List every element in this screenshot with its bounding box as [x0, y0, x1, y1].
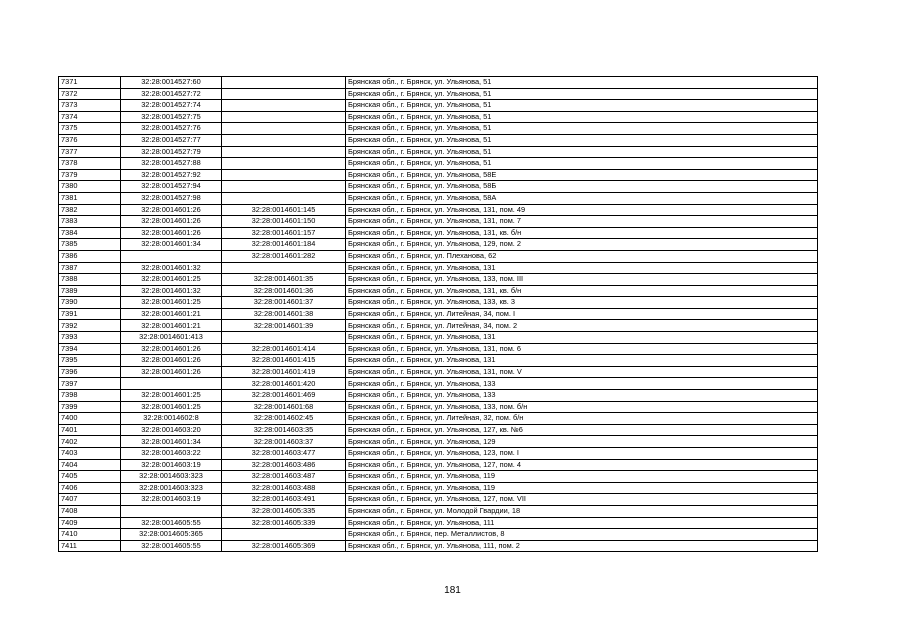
cadastral-block-cell: 32:28:0014601:34 [121, 436, 222, 448]
row-number-cell: 7407 [59, 494, 121, 506]
table-row [59, 332, 818, 344]
address-cell: Брянская обл., г. Брянск, ул. Ульянова, 131, пом. 49 [346, 204, 818, 216]
cadastral-block-cell: 32:28:0014603:20 [121, 424, 222, 436]
row-number-cell: 7371 [59, 77, 121, 89]
cadastral-block-cell: 32:28:0014601:26 [121, 366, 222, 378]
row-number-cell: 7395 [59, 355, 121, 367]
row-number-cell: 7392 [59, 320, 121, 332]
row-number-cell: 7396 [59, 366, 121, 378]
cadastral-block-cell: 32:28:0014601:26 [121, 204, 222, 216]
cadastral-number-cell: 32:28:0014601:469 [222, 390, 346, 402]
cadastral-block-cell: 32:28:0014527:72 [121, 88, 222, 100]
table-row [59, 250, 818, 262]
table-row [59, 134, 818, 146]
cadastral-block-cell: 32:28:0014603:323 [121, 482, 222, 494]
cadastral-block-cell: 32:28:0014605:365 [121, 529, 222, 541]
cadastral-number-cell: 32:28:0014601:419 [222, 366, 346, 378]
address-cell: Брянская обл., г. Брянск, пер. Металлистов, 8 [346, 529, 818, 541]
cadastral-number-cell: 32:28:0014601:282 [222, 250, 346, 262]
row-number-cell: 7375 [59, 123, 121, 135]
address-cell: Брянская обл., г. Брянск, ул. Ульянова, 131 [346, 355, 818, 367]
table-row [59, 540, 818, 552]
cadastral-block-cell: 32:28:0014527:79 [121, 146, 222, 158]
cadastral-number-cell [222, 169, 346, 181]
row-number-cell: 7409 [59, 517, 121, 529]
address-cell: Брянская обл., г. Брянск, ул. Ульянова, 131, пом. 7 [346, 216, 818, 228]
address-cell: Брянская обл., г. Брянск, ул. Ульянова, 127, кв. №6 [346, 424, 818, 436]
address-cell: Брянская обл., г. Брянск, ул. Ульянова, 131 [346, 332, 818, 344]
address-cell: Брянская обл., г. Брянск, ул. Ульянова, 51 [346, 158, 818, 170]
cadastral-number-cell [222, 146, 346, 158]
row-number-cell: 7390 [59, 297, 121, 309]
address-cell: Брянская обл., г. Брянск, ул. Ульянова, 133, пом. б/н [346, 401, 818, 413]
address-cell: Брянская обл., г. Брянск, ул. Ульянова, 51 [346, 146, 818, 158]
cadastral-block-cell: 32:28:0014527:77 [121, 134, 222, 146]
address-cell: Брянская обл., г. Брянск, ул. Ульянова, 119 [346, 482, 818, 494]
row-number-cell: 7389 [59, 285, 121, 297]
row-number-cell: 7382 [59, 204, 121, 216]
cadastral-number-cell: 32:28:0014601:35 [222, 274, 346, 286]
table-row [59, 297, 818, 309]
table-row [59, 146, 818, 158]
cadastral-number-cell: 32:28:0014601:38 [222, 308, 346, 320]
table-row [59, 413, 818, 425]
address-cell: Брянская обл., г. Брянск, ул. Ульянова, 51 [346, 134, 818, 146]
cadastral-block-cell: 32:28:0014527:98 [121, 192, 222, 204]
table-row [59, 529, 818, 541]
address-cell: Брянская обл., г. Брянск, ул. Ульянова, 58А [346, 192, 818, 204]
row-number-cell: 7384 [59, 227, 121, 239]
cadastral-block-cell: 32:28:0014605:55 [121, 540, 222, 552]
table-row [59, 320, 818, 332]
address-cell: Брянская обл., г. Брянск, ул. Ульянова, 58Б [346, 181, 818, 193]
row-number-cell: 7387 [59, 262, 121, 274]
cadastral-block-cell: 32:28:0014601:26 [121, 216, 222, 228]
address-cell: Брянская обл., г. Брянск, ул. Ульянова, 129, пом. 2 [346, 239, 818, 251]
row-number-cell: 7411 [59, 540, 121, 552]
cadastral-block-cell: 32:28:0014601:32 [121, 262, 222, 274]
cadastral-number-cell: 32:28:0014603:37 [222, 436, 346, 448]
cadastral-number-cell: 32:28:0014603:486 [222, 459, 346, 471]
row-number-cell: 7380 [59, 181, 121, 193]
row-number-cell: 7394 [59, 343, 121, 355]
row-number-cell: 7379 [59, 169, 121, 181]
table-row [59, 505, 818, 517]
address-cell: Брянская обл., г. Брянск, ул. Ульянова, 131, кв. б/н [346, 285, 818, 297]
cadastral-number-cell: 32:28:0014603:491 [222, 494, 346, 506]
address-cell: Брянская обл., г. Брянск, ул. Ульянова, 131, кв. б/н [346, 227, 818, 239]
cadastral-number-cell: 32:28:0014601:37 [222, 297, 346, 309]
cadastral-number-cell [222, 529, 346, 541]
cadastral-block-cell: 32:28:0014527:60 [121, 77, 222, 89]
cadastral-number-cell: 32:28:0014603:35 [222, 424, 346, 436]
cadastral-block-cell: 32:28:0014603:22 [121, 448, 222, 460]
row-number-cell: 7406 [59, 482, 121, 494]
row-number-cell: 7386 [59, 250, 121, 262]
table-row [59, 355, 818, 367]
row-number-cell: 7401 [59, 424, 121, 436]
cadastral-block-cell: 32:28:0014527:76 [121, 123, 222, 135]
row-number-cell: 7385 [59, 239, 121, 251]
table-row [59, 88, 818, 100]
cadastral-block-cell: 32:28:0014605:55 [121, 517, 222, 529]
row-number-cell: 7405 [59, 471, 121, 483]
cadastral-number-cell [222, 181, 346, 193]
cadastral-block-cell: 32:28:0014601:26 [121, 355, 222, 367]
row-number-cell: 7399 [59, 401, 121, 413]
cadastral-block-cell: 32:28:0014601:32 [121, 285, 222, 297]
table-row [59, 482, 818, 494]
cadastral-block-cell [121, 378, 222, 390]
cadastral-block-cell: 32:28:0014527:94 [121, 181, 222, 193]
address-cell: Брянская обл., г. Брянск, ул. Ульянова, 51 [346, 88, 818, 100]
address-cell: Брянская обл., г. Брянск, ул. Ульянова, 51 [346, 100, 818, 112]
row-number-cell: 7378 [59, 158, 121, 170]
cadastral-block-cell: 32:28:0014601:25 [121, 390, 222, 402]
table-row [59, 77, 818, 89]
cadastral-block-cell: 32:28:0014527:74 [121, 100, 222, 112]
cadastral-block-cell: 32:28:0014603:19 [121, 459, 222, 471]
cadastral-number-cell: 32:28:0014601:36 [222, 285, 346, 297]
cadastral-number-cell [222, 88, 346, 100]
cadastral-block-cell: 32:28:0014602:8 [121, 413, 222, 425]
cadastral-block-cell: 32:28:0014527:88 [121, 158, 222, 170]
table-row [59, 343, 818, 355]
address-cell: Брянская обл., г. Брянск, ул. Ульянова, 51 [346, 111, 818, 123]
cadastral-block-cell [121, 505, 222, 517]
cadastral-number-cell [222, 192, 346, 204]
table-row [59, 262, 818, 274]
row-number-cell: 7383 [59, 216, 121, 228]
address-cell: Брянская обл., г. Брянск, ул. Ульянова, 131, пом. V [346, 366, 818, 378]
address-cell: Брянская обл., г. Брянск, ул. Ульянова, 127, пом. 4 [346, 459, 818, 471]
address-cell: Брянская обл., г. Брянск, ул. Ульянова, 51 [346, 123, 818, 135]
cadastral-block-cell: 32:28:0014601:34 [121, 239, 222, 251]
row-number-cell: 7391 [59, 308, 121, 320]
cadastral-number-cell: 32:28:0014605:369 [222, 540, 346, 552]
cadastral-number-cell: 32:28:0014601:150 [222, 216, 346, 228]
table-row [59, 459, 818, 471]
table-row [59, 169, 818, 181]
row-number-cell: 7374 [59, 111, 121, 123]
address-cell: Брянская обл., г. Брянск, ул. Ульянова, 133 [346, 378, 818, 390]
cadastral-number-cell: 32:28:0014601:415 [222, 355, 346, 367]
cadastral-number-cell [222, 111, 346, 123]
cadastral-block-cell: 32:28:0014601:25 [121, 401, 222, 413]
registry-table-body [59, 77, 818, 552]
row-number-cell: 7376 [59, 134, 121, 146]
cadastral-number-cell [222, 332, 346, 344]
cadastral-block-cell: 32:28:0014601:26 [121, 227, 222, 239]
cadastral-block-cell: 32:28:0014601:21 [121, 308, 222, 320]
cadastral-number-cell [222, 100, 346, 112]
row-number-cell: 7402 [59, 436, 121, 448]
table-row [59, 308, 818, 320]
page-number: 181 [444, 585, 461, 596]
cadastral-block-cell: 32:28:0014601:25 [121, 297, 222, 309]
row-number-cell: 7403 [59, 448, 121, 460]
address-cell: Брянская обл., г. Брянск, ул. Ульянова, 131 [346, 262, 818, 274]
cadastral-number-cell [222, 134, 346, 146]
table-row [59, 158, 818, 170]
table-row [59, 424, 818, 436]
table-row [59, 274, 818, 286]
address-cell: Брянская обл., г. Брянск, ул. Литейная, 32, пом. б/н [346, 413, 818, 425]
cadastral-number-cell [222, 262, 346, 274]
table-row [59, 123, 818, 135]
cadastral-block-cell: 32:28:0014601:413 [121, 332, 222, 344]
cadastral-number-cell: 32:28:0014603:477 [222, 448, 346, 460]
cadastral-block-cell: 32:28:0014601:25 [121, 274, 222, 286]
cadastral-block-cell: 32:28:0014527:92 [121, 169, 222, 181]
cadastral-number-cell: 32:28:0014601:157 [222, 227, 346, 239]
address-cell: Брянская обл., г. Брянск, ул. Ульянова, 133, кв. 3 [346, 297, 818, 309]
cadastral-block-cell: 32:28:0014601:21 [121, 320, 222, 332]
table-row [59, 517, 818, 529]
table-row [59, 390, 818, 402]
address-cell: Брянская обл., г. Брянск, ул. Молодой Гвардии, 18 [346, 505, 818, 517]
cadastral-block-cell: 32:28:0014527:75 [121, 111, 222, 123]
address-cell: Брянская обл., г. Брянск, ул. Литейная, 34, пом. 2 [346, 320, 818, 332]
row-number-cell: 7377 [59, 146, 121, 158]
cadastral-number-cell: 32:28:0014601:39 [222, 320, 346, 332]
address-cell: Брянская обл., г. Брянск, ул. Плеханова, 62 [346, 250, 818, 262]
address-cell: Брянская обл., г. Брянск, ул. Ульянова, 123, пом. I [346, 448, 818, 460]
cadastral-number-cell [222, 77, 346, 89]
row-number-cell: 7404 [59, 459, 121, 471]
address-cell: Брянская обл., г. Брянск, ул. Ульянова, 129 [346, 436, 818, 448]
row-number-cell: 7393 [59, 332, 121, 344]
cadastral-number-cell [222, 123, 346, 135]
row-number-cell: 7373 [59, 100, 121, 112]
registry-table [58, 76, 818, 552]
row-number-cell: 7388 [59, 274, 121, 286]
address-cell: Брянская обл., г. Брянск, ул. Ульянова, 133, пом. III [346, 274, 818, 286]
cadastral-block-cell: 32:28:0014603:323 [121, 471, 222, 483]
cadastral-block-cell: 32:28:0014601:26 [121, 343, 222, 355]
address-cell: Брянская обл., г. Брянск, ул. Литейная, 34, пом. I [346, 308, 818, 320]
row-number-cell: 7408 [59, 505, 121, 517]
address-cell: Брянская обл., г. Брянск, ул. Ульянова, 127, пом. VII [346, 494, 818, 506]
table-row [59, 378, 818, 390]
row-number-cell: 7397 [59, 378, 121, 390]
cadastral-number-cell: 32:28:0014603:488 [222, 482, 346, 494]
cadastral-block-cell: 32:28:0014603:19 [121, 494, 222, 506]
table-row [59, 227, 818, 239]
table-row [59, 401, 818, 413]
cadastral-number-cell: 32:28:0014603:487 [222, 471, 346, 483]
address-cell: Брянская обл., г. Брянск, ул. Ульянова, 133 [346, 390, 818, 402]
table-row [59, 494, 818, 506]
cadastral-number-cell: 32:28:0014601:68 [222, 401, 346, 413]
table-row [59, 111, 818, 123]
table-row [59, 285, 818, 297]
address-cell: Брянская обл., г. Брянск, ул. Ульянова, 58Е [346, 169, 818, 181]
table-row [59, 471, 818, 483]
address-cell: Брянская обл., г. Брянск, ул. Ульянова, 51 [346, 77, 818, 89]
cadastral-number-cell: 32:28:0014605:339 [222, 517, 346, 529]
address-cell: Брянская обл., г. Брянск, ул. Ульянова, 131, пом. 6 [346, 343, 818, 355]
cadastral-number-cell: 32:28:0014602:45 [222, 413, 346, 425]
address-cell: Брянская обл., г. Брянск, ул. Ульянова, 111, пом. 2 [346, 540, 818, 552]
address-cell: Брянская обл., г. Брянск, ул. Ульянова, 119 [346, 471, 818, 483]
cadastral-block-cell [121, 250, 222, 262]
address-cell: Брянская обл., г. Брянск, ул. Ульянова, 111 [346, 517, 818, 529]
row-number-cell: 7381 [59, 192, 121, 204]
table-row [59, 204, 818, 216]
table-row [59, 436, 818, 448]
table-row [59, 366, 818, 378]
table-row [59, 239, 818, 251]
table-row [59, 216, 818, 228]
table-row [59, 448, 818, 460]
cadastral-number-cell: 32:28:0014601:414 [222, 343, 346, 355]
cadastral-number-cell: 32:28:0014601:420 [222, 378, 346, 390]
row-number-cell: 7410 [59, 529, 121, 541]
row-number-cell: 7372 [59, 88, 121, 100]
table-row [59, 181, 818, 193]
row-number-cell: 7400 [59, 413, 121, 425]
table-row [59, 100, 818, 112]
cadastral-number-cell: 32:28:0014605:335 [222, 505, 346, 517]
row-number-cell: 7398 [59, 390, 121, 402]
cadastral-number-cell: 32:28:0014601:145 [222, 204, 346, 216]
table-row [59, 192, 818, 204]
cadastral-number-cell [222, 158, 346, 170]
cadastral-number-cell: 32:28:0014601:184 [222, 239, 346, 251]
